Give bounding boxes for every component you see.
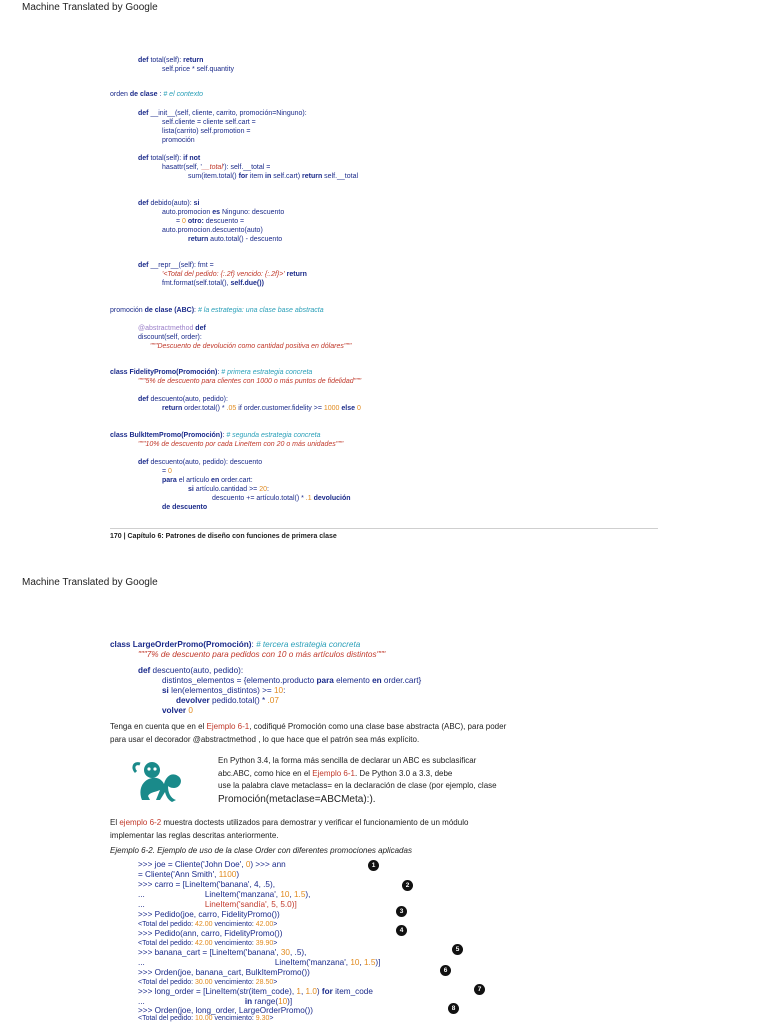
code-text: self.cart) <box>271 173 302 180</box>
code-text: elemento <box>333 676 373 685</box>
kw: def <box>138 57 149 64</box>
code-text: sum(item.total() <box>188 173 239 180</box>
code-line <box>138 666 243 676</box>
text: muestra doctests utilizados para demostrar y verificar el funcionamiento de un módulo <box>161 818 469 827</box>
number: 10 <box>280 890 290 899</box>
code-text: __init__(self, cliente, carrito, promoción=Ninguno): <box>148 110 307 117</box>
code-line <box>176 696 279 706</box>
kw: for <box>321 987 333 996</box>
monkey-note-icon <box>128 752 188 808</box>
code-line <box>162 163 270 172</box>
string: __total <box>201 164 223 171</box>
kw: return <box>183 57 204 64</box>
kw: si <box>162 686 169 695</box>
number: 39.90 <box>255 940 274 947</box>
kw: def <box>193 325 206 332</box>
kw: return <box>284 271 307 278</box>
number: 30.00 <box>195 979 213 986</box>
code-text: >>> joe = Cliente('John Doe', <box>138 860 246 869</box>
kw: class LargeOrderPromo(Promoción) <box>110 640 252 649</box>
note-line: En Python 3.4, la forma más sencilla de declarar un ABC es subclasificar <box>218 756 477 765</box>
code-text: = Cliente('Ann Smith', <box>138 870 219 879</box>
paragraph-line: para usar el decorador @abstractmethod , lo que hace que el patrón sea más explícito. <box>110 735 420 744</box>
kw: si <box>193 200 200 207</box>
number: 1.0 <box>305 987 317 996</box>
kw: in <box>265 173 272 180</box>
code-line: auto.promocion.descuento(auto) <box>162 227 263 234</box>
kw: def <box>138 459 149 466</box>
code-text: : <box>157 91 164 98</box>
code-text: : <box>217 369 222 376</box>
code-line: de descuento <box>162 504 208 511</box>
kw: si <box>188 486 194 493</box>
number: 0 <box>188 706 193 715</box>
code-text: : <box>283 686 286 695</box>
code-text: ), <box>269 880 275 889</box>
number: 0 <box>182 218 186 225</box>
callout-3: 3 <box>396 906 407 917</box>
example-6-2-link[interactable]: ejemplo 6-2 <box>119 818 162 827</box>
paragraph-line: implementar las reglas descritas anteriormente. <box>110 831 279 840</box>
decorator: @abstractmethod <box>138 325 194 332</box>
kw: otro: <box>185 218 206 225</box>
code-text: hasattr(self, ' <box>162 164 202 171</box>
code-text: >>> banana_cart = [LineItem('banana', <box>138 948 281 957</box>
kw: de clase (ABC) <box>144 307 195 314</box>
number: 10 <box>278 997 288 1006</box>
example-6-1-link[interactable]: Ejemplo 6-1 <box>206 722 250 731</box>
code-line <box>138 154 200 163</box>
code-text: , <box>289 948 295 957</box>
paragraph-abc <box>110 720 670 746</box>
code-text: , <box>258 880 264 889</box>
code-line <box>188 235 282 244</box>
code-line <box>162 270 307 279</box>
code-line <box>110 640 360 650</box>
number: 10.00 <box>195 1015 213 1022</box>
doctest-line <box>138 870 239 880</box>
code-text: self.__total <box>322 173 359 180</box>
number: .05 <box>226 405 237 412</box>
kw: def <box>138 200 149 207</box>
code-line <box>162 208 284 217</box>
code-text: descuento(auto, pedido): <box>148 396 228 403</box>
callout-2: 2 <box>402 880 413 891</box>
code-line <box>188 172 358 181</box>
code-text: vencimiento: <box>212 979 256 986</box>
kw: def <box>138 666 151 675</box>
code-text: len(elementos_distintos) >= <box>168 686 274 695</box>
code-line <box>138 261 214 270</box>
code-text: auto.promocion <box>162 209 213 216</box>
code-line <box>110 431 321 440</box>
kw: de clase <box>129 91 158 98</box>
code-text: auto.total() - descuento <box>208 236 283 243</box>
code-text: range( <box>252 997 279 1006</box>
code-text: promoción <box>110 307 145 314</box>
code-text: fmt = <box>197 262 214 269</box>
kw: def <box>138 155 149 162</box>
callout-8: 8 <box>448 1003 459 1014</box>
kw: devolver <box>176 696 210 705</box>
text: , codifiqué Promoción como una clase base abstracta (ABC), para poder <box>249 722 507 731</box>
doctest-line: >>> Pedido(ann, carro, FidelityPromo()) <box>138 929 283 938</box>
code-text: el artículo <box>176 477 212 484</box>
doctest-line <box>138 1014 273 1023</box>
kw: def <box>138 262 149 269</box>
number: 0 <box>168 468 172 475</box>
code-line <box>162 467 172 476</box>
code-text: distintos_elementos = {elemento.producto <box>162 676 317 685</box>
doctest-line <box>138 948 306 958</box>
code-text: order.total() * <box>182 405 227 412</box>
code-text: fmt.format(self.total(), <box>162 280 231 287</box>
callout-7: 7 <box>474 984 485 995</box>
code-text: ), <box>305 890 311 899</box>
code-line <box>162 676 421 686</box>
code-line <box>138 324 206 333</box>
code-text: artículo.cantidad >= <box>193 486 260 493</box>
code-text: )] <box>375 958 381 967</box>
code-line <box>162 404 361 413</box>
kw: en <box>211 477 220 484</box>
code-text: ... <box>138 997 145 1006</box>
doctest-line <box>138 890 310 900</box>
code-text: > <box>273 921 278 928</box>
code-text: ) <box>236 870 240 879</box>
comment: # tercera estrategia concreta <box>256 640 361 649</box>
code-line <box>162 279 264 288</box>
code-text: .5 <box>263 880 270 889</box>
code-text: descuento(auto, pedido): <box>150 666 244 675</box>
paragraph-line <box>110 816 670 829</box>
code-line: promoción <box>162 137 195 144</box>
code-text: if order.customer.fidelity >= <box>236 405 324 412</box>
code-line: """10% de descuento por cada LineItem con 20 o más unidades""" <box>138 441 344 448</box>
number: .1 <box>305 495 312 502</box>
kw: para <box>316 676 334 685</box>
comment: # la estrategia: una clase base abstracta <box>197 307 324 314</box>
code-text: , <box>359 958 364 967</box>
doctest-line <box>138 978 277 987</box>
text: El <box>110 818 120 827</box>
code-text: ... <box>138 958 145 967</box>
code-text: LineItem('sandía', <box>204 900 272 909</box>
code-text: .5 <box>294 948 302 957</box>
code-text: descuento = <box>205 218 245 225</box>
kw: if not <box>183 155 201 162</box>
code-text: order.cart: <box>219 477 253 484</box>
doctest-line <box>138 939 277 948</box>
code-text: <Total del pedido: <box>138 979 196 986</box>
kw: devolución <box>311 495 351 502</box>
code-text: debido(auto): <box>148 200 194 207</box>
code-line <box>138 109 307 118</box>
number: 10 <box>273 686 284 695</box>
page-divider <box>110 528 658 529</box>
doctest-line <box>138 987 373 997</box>
code-line <box>110 90 203 99</box>
code-line <box>162 706 193 716</box>
code-line: self.price * self.quantity <box>162 66 234 73</box>
code-text: total(self): <box>148 155 184 162</box>
string: '<Total del pedido: {:.2f} vencido: {:.2f}>' <box>162 271 285 278</box>
note-line: use la palabra clave metaclass= en la declaración de clase (por ejemplo, clase <box>218 781 497 790</box>
code-line: """5% de descuento para clientes con 1000 o más puntos de fidelidad""" <box>138 378 362 385</box>
code-text: total(self): <box>148 57 184 64</box>
code-text: )] <box>291 900 297 909</box>
code-text: pedido.total() * <box>209 696 268 705</box>
comment: # segunda estrategia concreta <box>226 432 321 439</box>
comment: # el contexto <box>163 91 204 98</box>
callout-4: 4 <box>396 925 407 936</box>
code-text: 4 <box>254 880 259 889</box>
number: 42.00 <box>195 940 213 947</box>
number: 1000 <box>323 405 340 412</box>
code-text: >>> carro = [LineItem('banana', <box>138 880 255 889</box>
text: Tenga en cuenta que en el <box>110 722 207 731</box>
code-line <box>176 217 244 226</box>
number: 42.00 <box>255 921 274 928</box>
doctest-line <box>138 958 380 968</box>
code-line <box>162 686 285 696</box>
code-line <box>138 199 200 208</box>
code-line <box>212 494 351 503</box>
kw: def <box>138 110 149 117</box>
note-line <box>218 768 658 781</box>
number: 30 <box>280 948 290 957</box>
number: 9.30 <box>255 1015 270 1022</box>
code-text: : <box>251 640 257 649</box>
code-line <box>138 458 262 467</box>
code-text: = <box>162 468 169 475</box>
page-footer: 170 | Capítulo 6: Patrones de diseño con funciones de primera clase <box>110 533 337 540</box>
code-text: ... <box>138 900 145 909</box>
doctest-line <box>138 920 277 929</box>
note-text <box>218 755 658 807</box>
number: .07 <box>267 696 279 705</box>
callout-6: 6 <box>440 965 451 976</box>
kw: es <box>212 209 220 216</box>
code-line <box>138 395 228 404</box>
text: . De Python 3.0 a 3.3, debe <box>354 768 453 778</box>
code-text: <Total del pedido: <box>138 940 196 947</box>
code-text: , <box>289 890 294 899</box>
kw: def <box>138 396 149 403</box>
number: 1 <box>296 987 301 996</box>
doctest-line: >>> Orden(joe, banana_cart, BulkItemPromo()) <box>138 968 310 977</box>
number: 0 <box>245 860 251 869</box>
code-text: descuento += artículo.total() * <box>212 495 306 502</box>
number: 1100 <box>218 870 237 879</box>
code-text: LineItem('manzana', <box>204 890 281 899</box>
code-line <box>110 306 324 315</box>
code-text: : <box>267 486 269 493</box>
code-text: '): self.__total = <box>222 164 271 171</box>
comment: # primera estrategia concreta <box>221 369 313 376</box>
code-text: = <box>176 218 183 225</box>
code-text: , <box>300 987 306 996</box>
code-text: vencimiento: <box>212 1015 256 1022</box>
code-text: item_code <box>332 987 373 996</box>
code-text: : <box>194 307 198 314</box>
code-text: ), <box>301 948 307 957</box>
example-6-1-link-2[interactable]: Ejemplo 6-1 <box>312 768 355 778</box>
number: 10 <box>350 958 360 967</box>
code-text: >>> long_order = [LineItem(str(item_code), <box>138 987 297 996</box>
machine-translated-banner: Machine Translated by Google <box>22 2 158 13</box>
code-text: LineItem('manzana', <box>274 958 351 967</box>
code-text: > <box>273 940 278 947</box>
code-text: , <box>275 900 281 909</box>
doctest-line: >>> Pedido(joe, carro, FidelityPromo()) <box>138 910 280 919</box>
doctest-line: >>> Orden(joe, long_order, LargeOrderPromo()) <box>138 1006 313 1015</box>
number: 0 <box>356 405 361 412</box>
number: 1.5 <box>294 890 306 899</box>
code-text: vencimiento: <box>212 921 256 928</box>
code-text: ) >>> ann <box>250 860 286 869</box>
code-text: > <box>273 979 278 986</box>
kw: class BulkItemPromo(Promoción) <box>110 432 223 439</box>
code-line: """7% de descuento para pedidos con 10 o más artículos distintos""" <box>138 650 386 659</box>
example-caption: Ejemplo 6-2. Ejemplo de uso de la clase Order con diferentes promociones aplicadas <box>110 846 412 855</box>
code-text: Ninguno: descuento <box>220 209 285 216</box>
code-line: discount(self, order): <box>138 334 202 341</box>
kw: return <box>302 173 323 180</box>
code-line <box>188 485 269 494</box>
code-text: vencimiento: <box>212 940 256 947</box>
number: 42.00 <box>195 921 213 928</box>
kw: else <box>339 405 357 412</box>
doctest-line <box>138 900 297 910</box>
code-text: <Total del pedido: <box>138 1015 196 1022</box>
kw: volver <box>162 706 189 715</box>
code-text: ... <box>138 890 145 899</box>
code-line: lista(carrito) self.promotion = <box>162 128 251 135</box>
number: 20 <box>259 486 268 493</box>
kw: return <box>188 236 209 243</box>
kw: para <box>162 477 177 484</box>
doctest-line <box>138 880 275 890</box>
code-line: self.cliente = cliente self.cart = <box>162 119 256 126</box>
kw: return <box>162 405 183 412</box>
number: 5.0 <box>280 900 292 909</box>
code-line <box>138 56 203 65</box>
kw: en <box>372 676 382 685</box>
note-line: Promoción(metaclase=ABCMeta):). <box>218 793 376 805</box>
text: abc.ABC, como hice en el <box>218 768 313 778</box>
code-text: item <box>247 173 266 180</box>
code-line <box>110 368 312 377</box>
callout-1: 1 <box>368 860 379 871</box>
code-line <box>162 476 253 485</box>
code-text: orden <box>110 91 130 98</box>
code-text: > <box>269 1015 274 1022</box>
callout-5: 5 <box>452 944 463 955</box>
code-text: : <box>222 432 227 439</box>
paragraph-doctest <box>110 816 670 842</box>
code-text: __repr__(self): <box>148 262 198 269</box>
code-line: """Descuento de devolución como cantidad positiva en dólares""" <box>150 343 352 350</box>
code-text: )] <box>287 997 293 1006</box>
code-text: descuento(auto, pedido): descuento <box>148 459 263 466</box>
code-text: order.cart} <box>381 676 422 685</box>
doctest-line <box>138 860 286 870</box>
number: 5 <box>271 900 276 909</box>
code-text: ) <box>316 987 322 996</box>
kw: class FidelityPromo(Promoción) <box>110 369 218 376</box>
number: 1.5 <box>364 958 376 967</box>
kw: in <box>244 997 253 1006</box>
number: 28.50 <box>255 979 274 986</box>
kw: self.due()) <box>230 280 264 287</box>
paragraph-line <box>110 720 670 733</box>
kw: for <box>238 173 248 180</box>
code-text: <Total del pedido: <box>138 921 196 928</box>
machine-translated-banner-2: Machine Translated by Google <box>22 577 158 588</box>
